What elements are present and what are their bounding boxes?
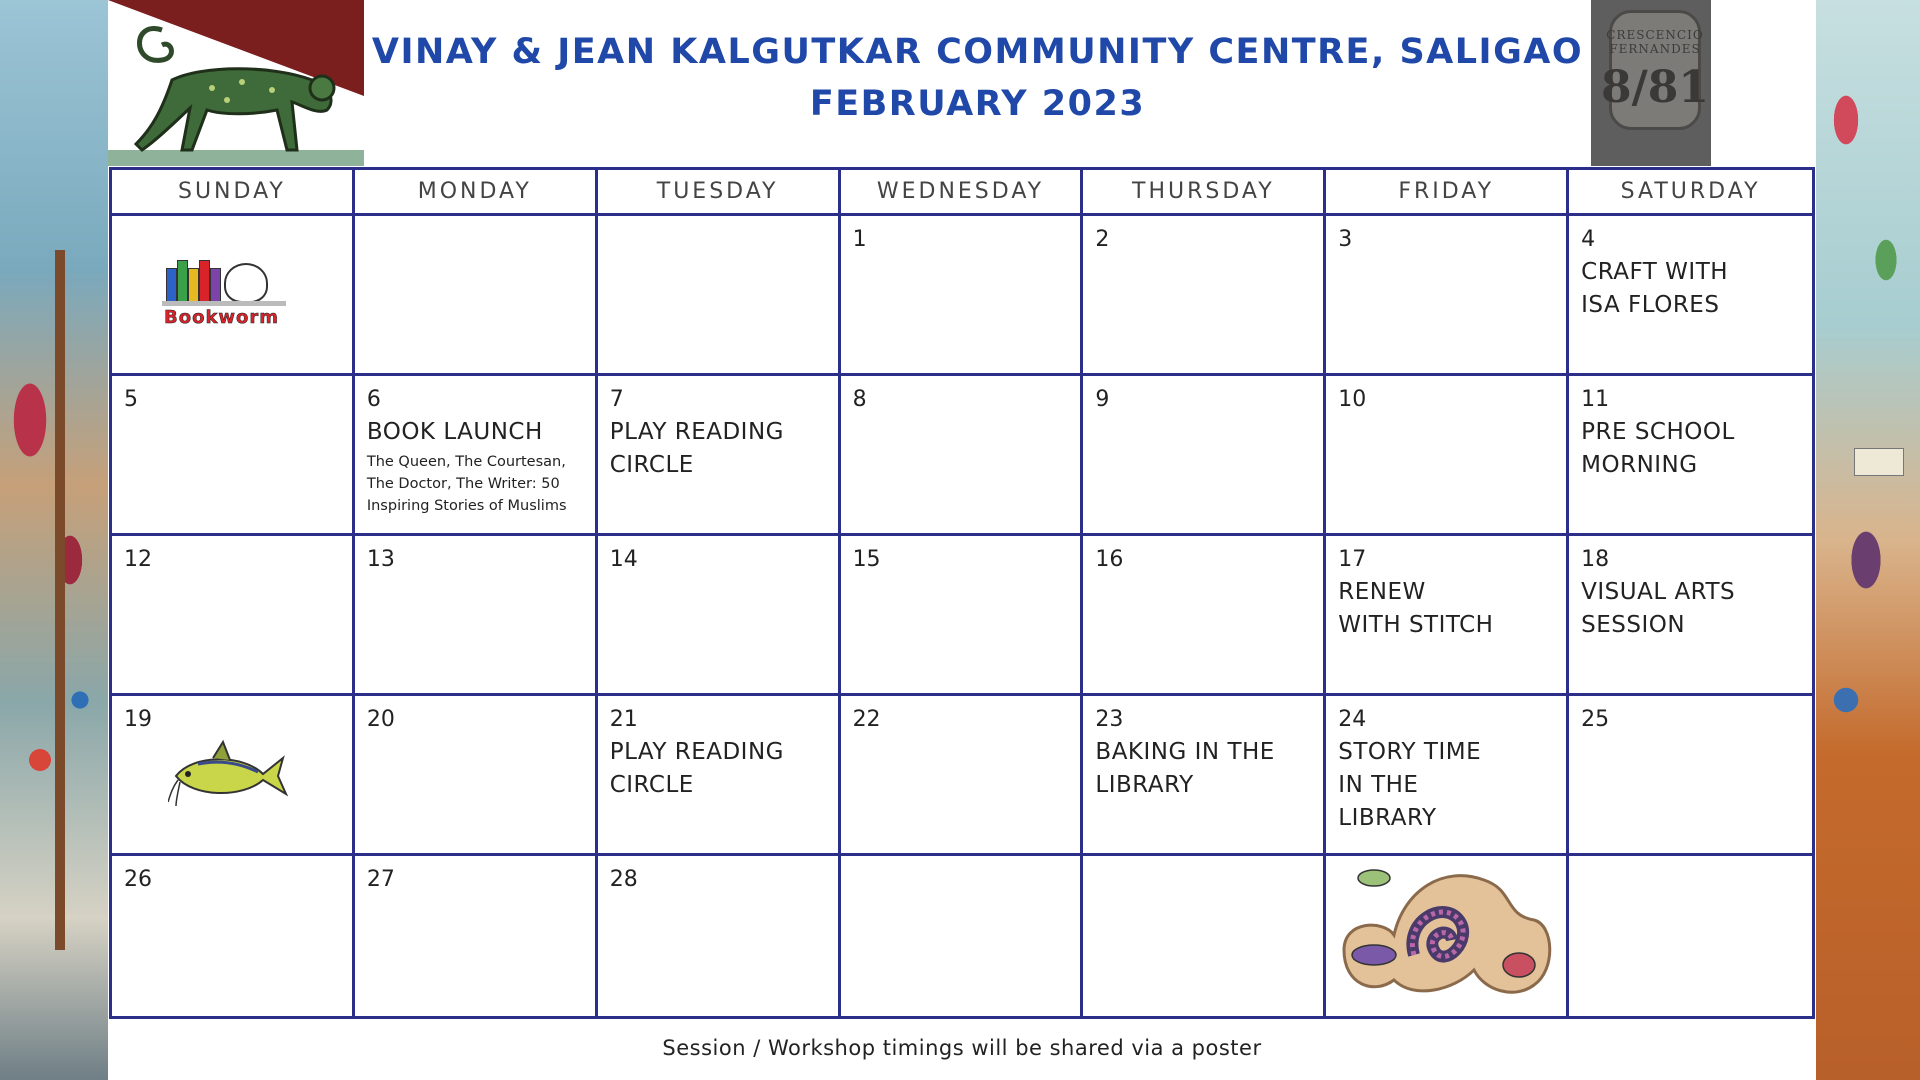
snake-painting-icon xyxy=(1334,860,1559,1010)
day-number: 25 xyxy=(1581,707,1610,732)
day-cell xyxy=(355,536,598,696)
month-title: FEBRUARY 2023 xyxy=(809,84,1146,124)
day-number: 21 xyxy=(609,707,638,732)
day-cell xyxy=(841,856,1084,1016)
day-number: 6 xyxy=(366,387,381,412)
day-cell xyxy=(598,696,841,856)
day-cell xyxy=(112,216,355,376)
weekday-header: THURSDAY xyxy=(1083,170,1326,216)
day-cell xyxy=(1326,856,1569,1016)
event-title: PLAY READING CIRCLE xyxy=(609,419,784,478)
day-cell xyxy=(355,696,598,856)
day-cell xyxy=(598,216,841,376)
event-title: CRAFT WITH ISA FLORES xyxy=(1581,259,1729,318)
day-number: 15 xyxy=(852,547,881,572)
day-cell xyxy=(1569,216,1812,376)
day-number: 8 xyxy=(852,387,867,412)
bookworm-logo xyxy=(162,251,292,336)
day-cell xyxy=(1569,376,1812,536)
day-number: 9 xyxy=(1095,387,1110,412)
event-title: RENEW WITH STITCH xyxy=(1338,579,1494,638)
weekday-header: MONDAY xyxy=(355,170,598,216)
right-mural-decoration xyxy=(1816,0,1920,1080)
day-number: 3 xyxy=(1338,227,1353,252)
day-cell xyxy=(112,856,355,1016)
day-cell xyxy=(1326,696,1569,856)
plaque-line1: CRESCENCIO xyxy=(1606,27,1704,42)
monkey-icon xyxy=(122,10,352,160)
day-cell xyxy=(355,856,598,1016)
day-number: 22 xyxy=(852,707,881,732)
day-cell xyxy=(355,216,598,376)
day-number: 18 xyxy=(1581,547,1610,572)
day-cell xyxy=(1083,696,1326,856)
day-cell xyxy=(598,536,841,696)
day-cell xyxy=(112,536,355,696)
plaque-line2: FERNANDES xyxy=(1609,41,1701,56)
day-number: 20 xyxy=(366,707,395,732)
day-cell xyxy=(1083,856,1326,1016)
day-number: 5 xyxy=(124,387,138,412)
day-number: 1 xyxy=(852,227,867,252)
day-number: 26 xyxy=(124,867,152,892)
day-number: 24 xyxy=(1338,707,1367,732)
day-number: 2 xyxy=(1095,227,1110,252)
day-cell xyxy=(841,696,1084,856)
day-number: 10 xyxy=(1338,387,1367,412)
catfish-icon xyxy=(168,736,288,816)
day-number: 14 xyxy=(609,547,638,572)
event-detail: The Queen, The Courtesan, The Doctor, The Writer: 50 Inspiring Stories of Muslims xyxy=(366,454,567,514)
day-number: 4 xyxy=(1581,227,1596,252)
event-title: BAKING IN THE LIBRARY xyxy=(1095,739,1275,798)
day-cell xyxy=(598,376,841,536)
bookworm-text: Bookworm xyxy=(164,307,280,328)
event-title: PLAY READING CIRCLE xyxy=(609,739,784,798)
day-number: 19 xyxy=(124,707,152,732)
stone-plaque-photo xyxy=(1591,0,1711,166)
weekday-header: TUESDAY xyxy=(598,170,841,216)
day-cell xyxy=(598,856,841,1016)
day-cell xyxy=(1569,856,1812,1016)
day-cell xyxy=(841,376,1084,536)
page-title: VINAY & JEAN KALGUTKAR COMMUNITY CENTRE, SALIGAO xyxy=(371,32,1584,72)
day-cell xyxy=(841,536,1084,696)
left-mural-decoration xyxy=(0,0,108,1080)
day-number: 23 xyxy=(1095,707,1124,732)
wall-switch-image xyxy=(1854,448,1904,476)
event-title: STORY TIME IN THE LIBRARY xyxy=(1338,739,1482,831)
day-cell xyxy=(112,376,355,536)
day-number: 7 xyxy=(609,387,624,412)
weekday-header: SATURDAY xyxy=(1569,170,1812,216)
day-number: 12 xyxy=(124,547,152,572)
event-title: PRE SCHOOL MORNING xyxy=(1581,419,1735,478)
day-number: 11 xyxy=(1581,387,1610,412)
day-number: 16 xyxy=(1095,547,1124,572)
plaque-number: 8/81 xyxy=(1601,61,1709,113)
day-number: 17 xyxy=(1338,547,1367,572)
day-number: 27 xyxy=(366,867,395,892)
weekday-header: WEDNESDAY xyxy=(841,170,1084,216)
weekday-header: FRIDAY xyxy=(1326,170,1569,216)
day-cell xyxy=(1326,216,1569,376)
day-cell xyxy=(1326,376,1569,536)
calendar-grid xyxy=(109,167,1815,1019)
day-cell xyxy=(1083,536,1326,696)
footer-note: Session / Workshop timings will be shared via a poster xyxy=(662,1036,1262,1060)
weekday-header: SUNDAY xyxy=(112,170,355,216)
day-number: 13 xyxy=(366,547,395,572)
day-cell xyxy=(841,216,1084,376)
day-cell xyxy=(355,376,598,536)
day-number: 28 xyxy=(609,867,638,892)
day-cell xyxy=(1083,216,1326,376)
day-cell xyxy=(1326,536,1569,696)
event-title: BOOK LAUNCH xyxy=(366,419,543,445)
day-cell xyxy=(1569,536,1812,696)
day-cell xyxy=(1083,376,1326,536)
monkey-illustration xyxy=(108,0,364,166)
event-title: VISUAL ARTS SESSION xyxy=(1581,579,1736,638)
day-cell xyxy=(112,696,355,856)
day-cell xyxy=(1569,696,1812,856)
